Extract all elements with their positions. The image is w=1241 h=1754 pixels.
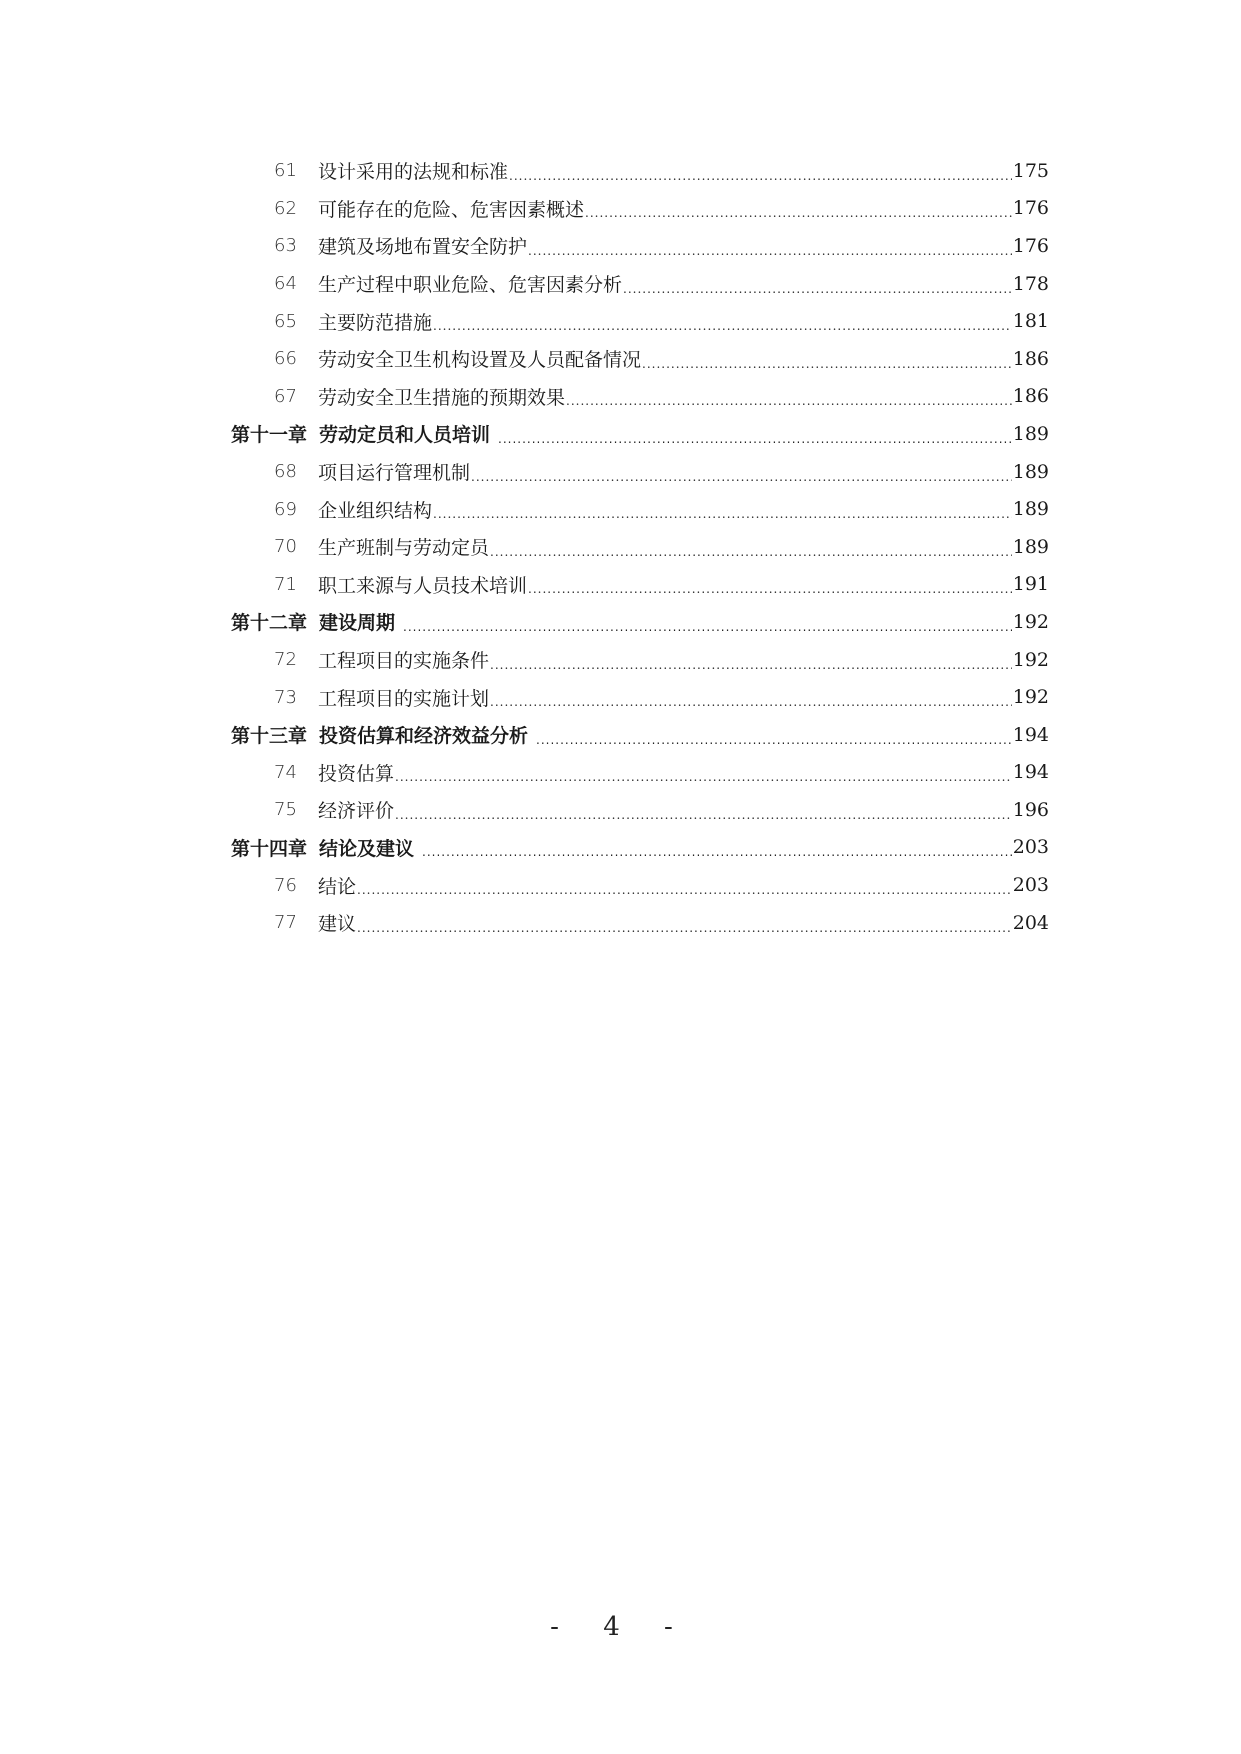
dot-leader [471,470,1012,484]
entry-title: 项目运行管理机制 [318,462,471,485]
dot-leader [536,733,1012,747]
toc-chapter-entry[interactable] [231,716,1049,754]
toc-section-entry[interactable] [231,190,1049,228]
section-number: 75 [274,799,297,821]
chapter-number: 第十三章 [231,725,308,748]
dot-leader [509,169,1012,183]
entry-page-number: 186 [1012,347,1049,370]
section-number: 62 [274,197,297,219]
entry-title: 生产班制与劳动定员 [318,537,490,560]
entry-page-number: 204 [1012,911,1049,934]
toc-section-entry[interactable] [231,378,1049,416]
toc-section-entry[interactable] [231,528,1049,566]
entry-title: 企业组织结构 [318,499,433,522]
page-number: - 4 - [550,1612,691,1642]
entry-page-number: 191 [1012,573,1049,596]
toc-chapter-entry[interactable] [231,829,1049,867]
toc-section-entry[interactable] [231,265,1049,303]
toc-section-entry[interactable] [231,302,1049,340]
toc-section-entry[interactable] [231,453,1049,491]
dot-leader [585,206,1012,220]
entry-page-number: 203 [1012,836,1049,859]
entry-title: 经济评价 [318,800,395,823]
dot-leader [490,695,1012,709]
chapter-number: 第十四章 [231,837,308,860]
entry-page-number: 192 [1012,610,1049,633]
section-number: 72 [274,649,297,671]
dot-leader [395,808,1012,822]
section-number: 66 [274,348,297,370]
section-number: 64 [274,273,297,295]
toc-section-entry[interactable] [231,754,1049,792]
entry-title: 建议 [318,913,357,936]
toc-section-entry[interactable] [231,866,1049,904]
section-number: 71 [274,573,297,595]
toc-section-entry[interactable] [231,566,1049,604]
entry-title: 职工来源与人员技术培训 [318,574,528,597]
toc-section-entry[interactable] [231,490,1049,528]
entry-page-number: 176 [1012,234,1049,257]
section-number: 61 [274,160,297,182]
dot-leader [433,319,1012,333]
dot-leader [357,921,1012,935]
section-number: 67 [274,385,297,407]
dot-leader [528,582,1012,596]
chapter-number: 第十一章 [231,424,308,447]
entry-page-number: 178 [1012,272,1049,295]
entry-title: 可能存在的危险、危害因素概述 [318,198,585,221]
entry-title: 设计采用的法规和标准 [318,161,509,184]
entry-page-number: 192 [1012,648,1049,671]
entry-title: 建筑及场地布置安全防护 [318,236,528,259]
entry-title: 劳动安全卫生措施的预期效果 [318,386,566,409]
section-number: 76 [274,874,297,896]
toc-section-entry[interactable] [231,678,1049,716]
entry-title: 生产过程中职业危险、危害因素分析 [318,274,623,297]
toc-chapter-entry[interactable] [231,415,1049,453]
entry-title: 工程项目的实施条件 [318,650,490,673]
toc-section-entry[interactable] [231,340,1049,378]
entry-page-number: 194 [1012,723,1049,746]
table-of-contents [231,152,1049,941]
section-number: 73 [274,686,297,708]
section-number: 63 [274,235,297,257]
dot-leader [490,545,1012,559]
dot-leader [433,507,1012,521]
dot-leader [498,432,1012,446]
entry-page-number: 189 [1012,498,1049,521]
toc-section-entry[interactable] [231,791,1049,829]
entry-title: 工程项目的实施计划 [318,687,490,710]
entry-title: 投资估算 [318,762,395,785]
entry-title: 结论 [318,875,357,898]
section-number: 77 [274,912,297,934]
entry-page-number: 203 [1012,874,1049,897]
dot-leader [642,357,1012,371]
entry-title: 劳动定员和人员培训 [319,424,491,447]
entry-title: 结论及建议 [319,837,415,860]
entry-page-number: 196 [1012,798,1049,821]
entry-page-number: 192 [1012,686,1049,709]
toc-section-entry[interactable] [231,227,1049,265]
chapter-number: 第十二章 [231,612,308,635]
entry-title: 劳动安全卫生机构设置及人员配备情况 [318,349,642,372]
dot-leader [422,845,1012,859]
toc-chapter-entry[interactable] [231,603,1049,641]
dot-leader [395,770,1012,784]
dot-leader [403,620,1012,634]
toc-section-entry[interactable] [231,152,1049,190]
entry-page-number: 175 [1012,159,1049,182]
entry-title: 主要防范措施 [318,311,433,334]
entry-page-number: 189 [1012,460,1049,483]
section-number: 65 [274,310,297,332]
section-number: 70 [274,536,297,558]
entry-page-number: 181 [1012,310,1049,333]
entry-page-number: 194 [1012,761,1049,784]
dot-leader [623,282,1012,296]
entry-title: 投资估算和经济效益分析 [319,725,529,748]
section-number: 69 [274,498,297,520]
section-number: 74 [274,761,297,783]
entry-page-number: 176 [1012,197,1049,220]
dot-leader [357,883,1012,897]
toc-section-entry[interactable] [231,641,1049,679]
entry-page-number: 189 [1012,535,1049,558]
dot-leader [490,658,1012,672]
entry-page-number: 186 [1012,385,1049,408]
section-number: 68 [274,461,297,483]
toc-section-entry[interactable] [231,904,1049,942]
dot-leader [566,394,1012,408]
entry-title: 建设周期 [319,612,396,635]
entry-page-number: 189 [1012,422,1049,445]
dot-leader [528,244,1012,258]
